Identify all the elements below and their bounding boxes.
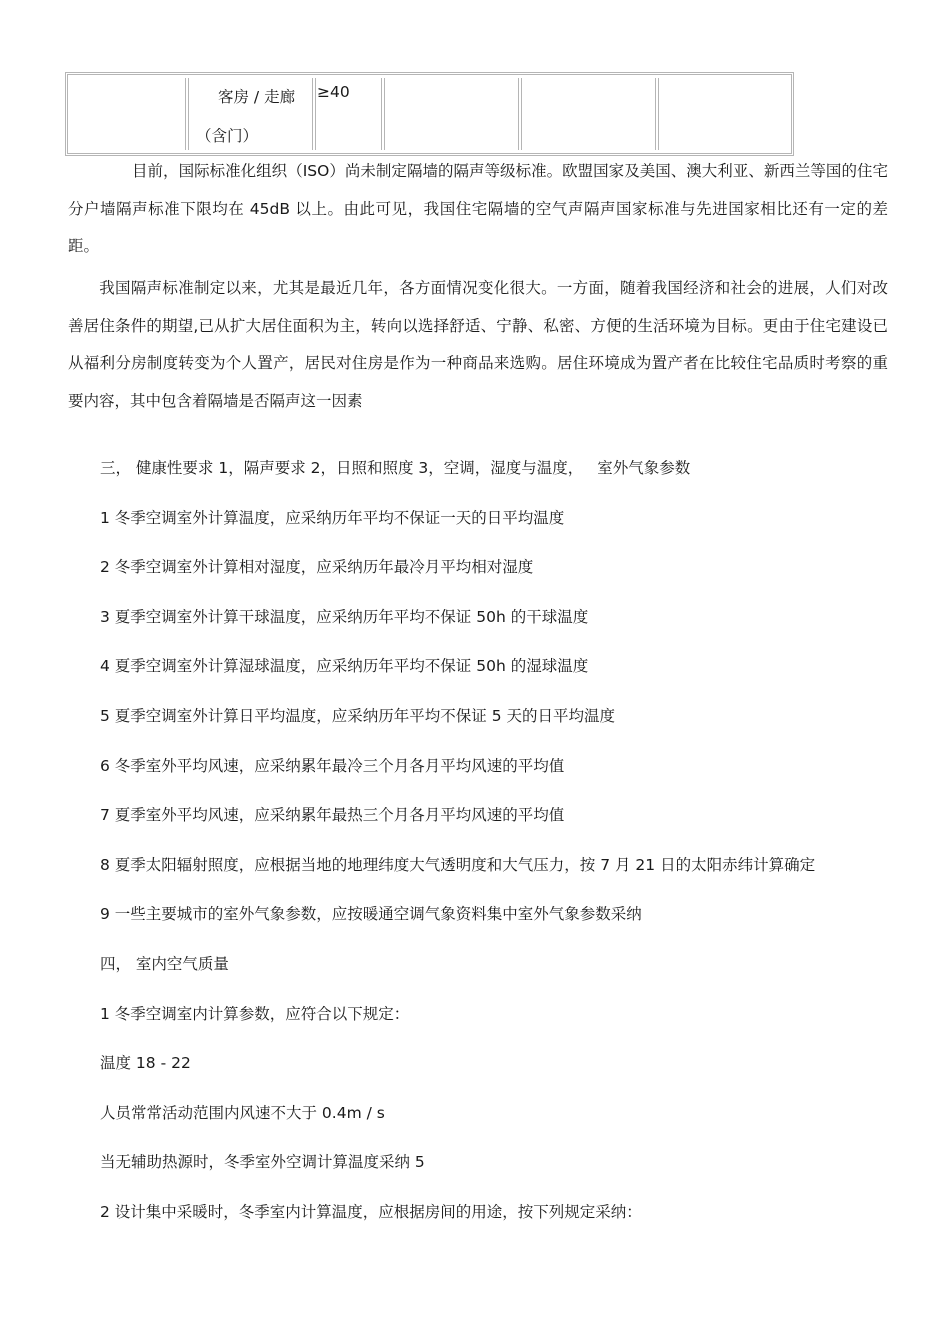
list-item: 2 设计集中采暖时，冬季室内计算温度，应根据房间的用途，按下列规定采纳： — [100, 1203, 642, 1221]
section-heading-subtitle: 室外气象参数 — [597, 459, 691, 477]
list-item: 8 夏季太阳辐射照度，应根据当地的地理纬度大气透明度和大气压力，按 7 月 21 日的太阳赤纬计算确定 — [100, 856, 816, 874]
list-item: 4 夏季空调室外计算湿球温度，应采纳历年平均不保证 50h 的湿球温度 — [100, 657, 589, 675]
table-divider — [518, 78, 522, 150]
list-item: 当无辅助热源时，冬季室外空调计算温度采纳 5 — [100, 1153, 425, 1171]
list-item: 9 一些主要城市的室外气象参数，应按暖通空调气象资料集中室外气象参数采纳 — [100, 905, 642, 923]
section-4-heading: 四， 室内空气质量 — [100, 955, 229, 973]
list-item: 人员常常活动范围内风速不大于 0.4m / s — [100, 1104, 385, 1122]
paragraph-standard-changes — [68, 270, 888, 420]
list-item: 1 冬季空调室内计算参数，应符合以下规定： — [100, 1005, 410, 1023]
table-divider — [312, 78, 316, 150]
list-item: 3 夏季空调室外计算干球温度，应采纳历年平均不保证 50h 的干球温度 — [100, 608, 589, 626]
table-divider — [185, 78, 189, 150]
paragraph-iso-standard — [68, 153, 888, 266]
table-cell-value: ≥40 — [317, 83, 350, 101]
list-item: 2 冬季空调室外计算相对湿度，应采纳历年最冷月平均相对湿度 — [100, 558, 534, 576]
table-cell-room-note: （含门） — [196, 127, 259, 145]
sound-insulation-table — [65, 72, 794, 156]
paragraph-text: 我国隔声标准制定以来，尤其是最近几年，各方面情况变化很大。一方面，随着我国经济和社会的进展，人们对改善居住条件的期望,已从扩大居住面积为主，转向以选择舒适、宁静、私密、方便的生活环境为目标。更由于住宅建设已从福利分房制度转变为个人置产，居民对住房是作为一种商品来选购。居住环境成为置产者在比较住宅品质时考察的重要内容，其中包含着隔墙是否隔声这一因素 — [68, 279, 888, 410]
table-divider — [655, 78, 659, 150]
list-item: 7 夏季室外平均风速，应采纳累年最热三个月各月平均风速的平均值 — [100, 806, 565, 824]
list-item: 6 冬季室外平均风速，应采纳累年最冷三个月各月平均风速的平均值 — [100, 757, 565, 775]
list-item: 1 冬季空调室外计算温度，应采纳历年平均不保证一天的日平均温度 — [100, 509, 565, 527]
paragraph-text: 目前，国际标准化组织（ISO）尚未制定隔墙的隔声等级标准。欧盟国家及美国、澳大利亚、新西兰等国的住宅分户墙隔声标准下限均在 45dB 以上。由此可见，我国住宅隔墙的空气声隔声国家标准与先进国家相比还有一定的差距。 — [68, 162, 888, 255]
list-item: 温度 18 - 22 — [100, 1054, 191, 1072]
table-divider — [381, 78, 385, 150]
section-heading-text: 三， 健康性要求 1，隔声要求 2，日照和照度 3，空调，湿度与温度， — [100, 459, 584, 477]
section-3-heading — [100, 458, 690, 478]
table-cell-room: 客房 / 走廊 — [218, 88, 296, 106]
list-item: 5 夏季空调室外计算日平均温度，应采纳历年平均不保证 5 天的日平均温度 — [100, 707, 616, 725]
